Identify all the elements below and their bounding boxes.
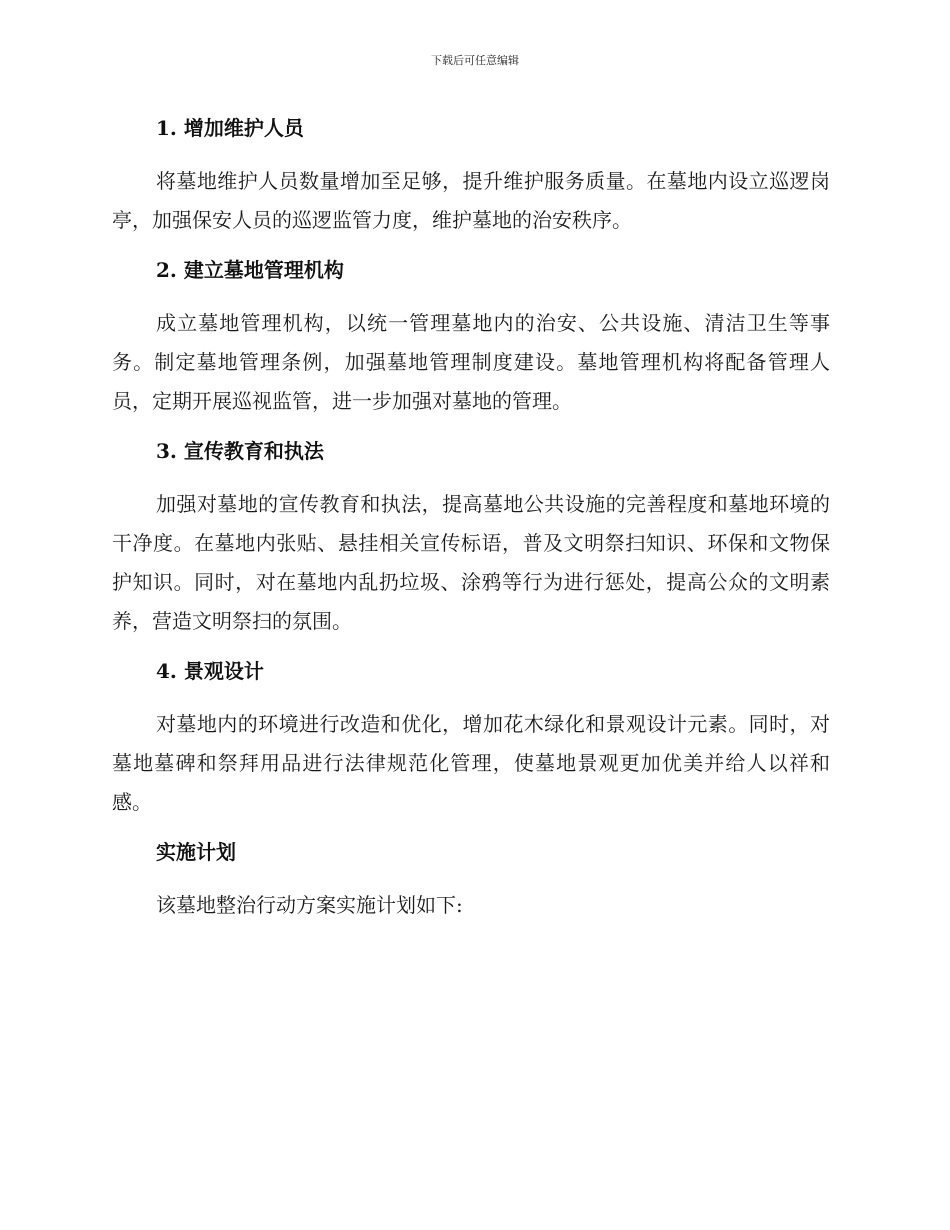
section-heading: 2. 建立墓地管理机构	[156, 258, 344, 282]
section-paragraph: 成立墓地管理机构，以统一管理墓地内的治安、公共设施、清洁卫生等事务。制定墓地管理条例，加强墓地管理制度建设。墓地管理机构将配备管理人员，定期开展巡视监管，进一步加强对墓地的管理。	[112, 311, 830, 413]
section-paragraph: 对墓地内的环境进行改造和优化，增加花木绿化和景观设计元素。同时，对墓地墓碑和祭拜用品进行法律规范化管理，使墓地景观更加优美并给人以祥和感。	[112, 712, 830, 814]
section-paragraph: 加强对墓地的宣传教育和执法，提高墓地公共设施的完善程度和墓地环境的干净度。在墓地内张贴、悬挂相关宣传标语，普及文明祭扫知识、环保和文物保护知识。同时，对在墓地内乱扔垃圾、涂鸦等行为进行惩处，提高公众的文明素养，营造文明祭扫的氛围。	[112, 492, 830, 633]
document-body	[112, 110, 830, 925]
section-heading: 4. 景观设计	[156, 659, 264, 683]
section-2	[112, 252, 830, 421]
section-heading: 实施计划	[156, 840, 236, 864]
section-5	[112, 834, 830, 925]
section-heading: 1. 增加维护人员	[156, 116, 304, 140]
section-3	[112, 433, 830, 641]
section-heading: 3. 宣传教育和执法	[156, 439, 324, 463]
section-4	[112, 653, 830, 822]
section-paragraph: 该墓地整治行动方案实施计划如下:	[156, 893, 463, 917]
page-header: 下载后可任意编辑	[431, 54, 519, 67]
section-1	[112, 110, 830, 240]
section-paragraph: 将墓地维护人员数量增加至足够，提升维护服务质量。在墓地内设立巡逻岗亭，加强保安人员的巡逻监管力度，维护墓地的治安秩序。	[112, 169, 830, 232]
